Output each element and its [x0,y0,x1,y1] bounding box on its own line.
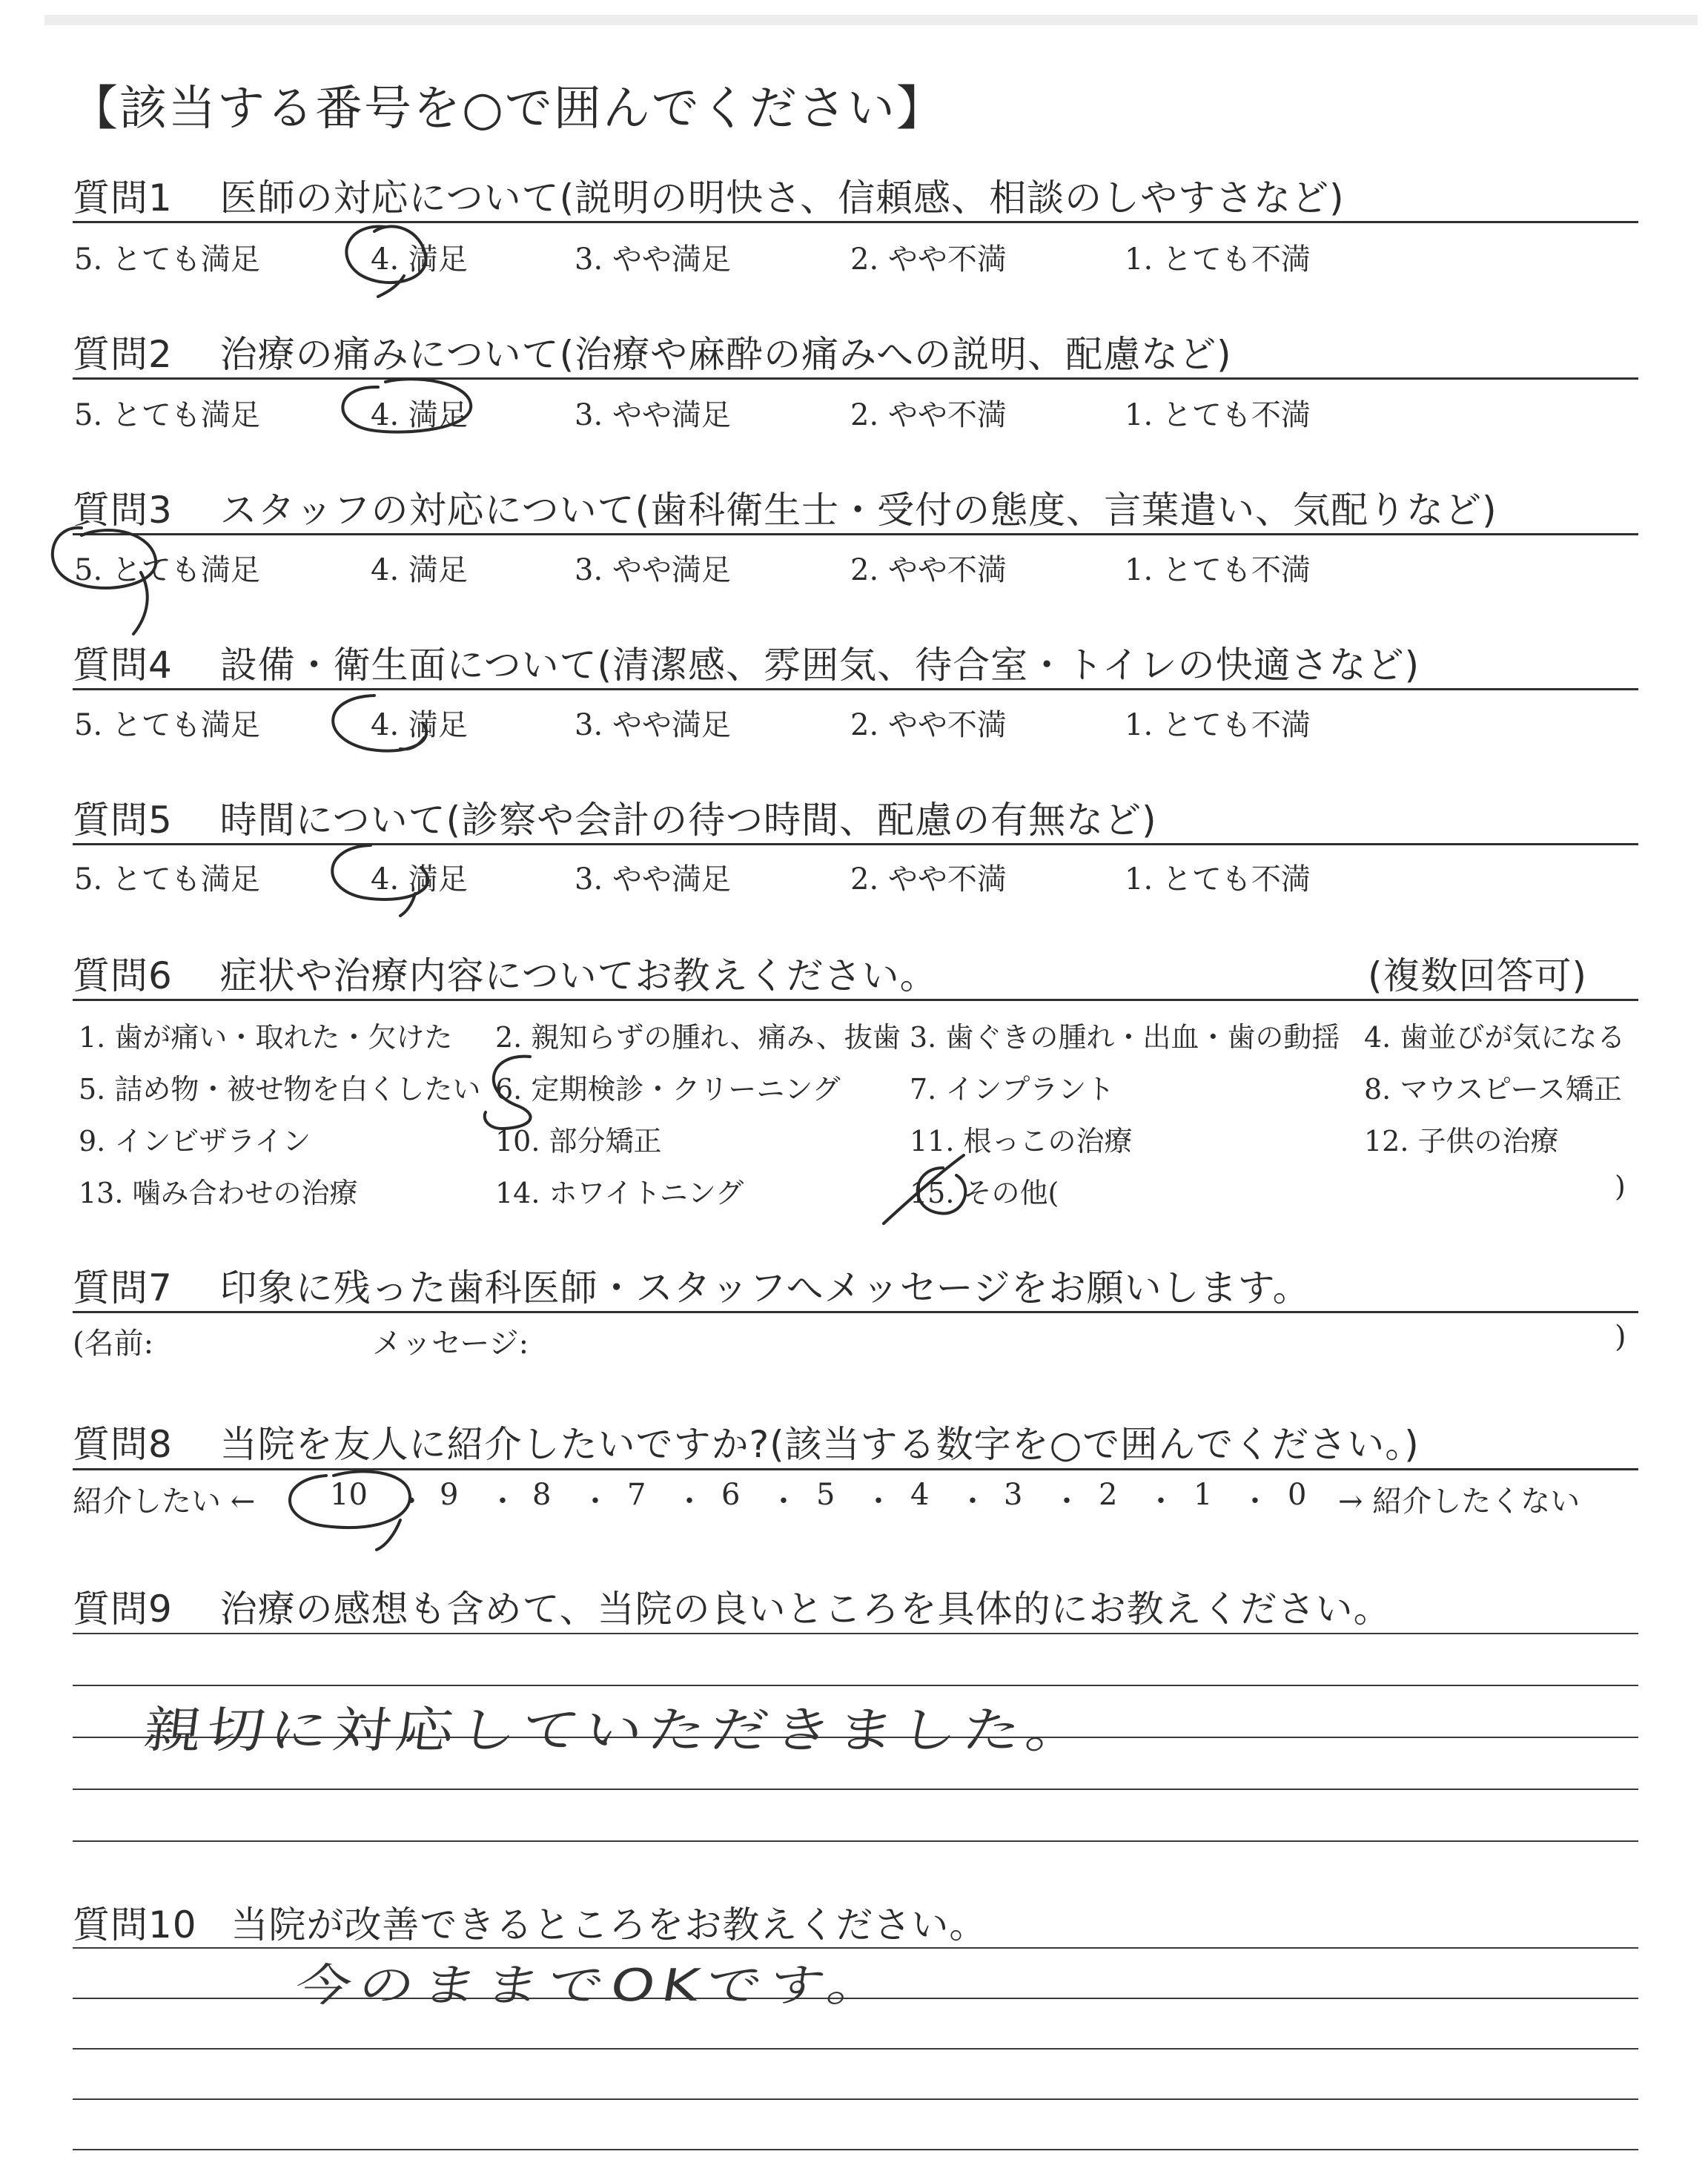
scale-separator: ・ [958,1484,987,1519]
answer-line [73,2149,1638,2150]
question-text: 当院を友人に紹介したいですか?(該当する数字を○で囲んでください。) [219,1423,1420,1466]
rating-option-4[interactable]: 4. 満足 [371,242,468,277]
question-rule [73,1468,1638,1470]
rating-option-2[interactable]: 2. やや不満 [850,862,1007,896]
question-rule [73,843,1638,845]
rating-option-5[interactable]: 5. とても満足 [74,553,260,587]
rating-option-1[interactable]: 1. とても不満 [1125,862,1311,896]
question-rule [73,688,1638,690]
form-title: 【該当する番号を○で囲んでください】 [70,82,945,136]
question-rule [73,1311,1638,1313]
question-text: スタッフの対応について(歯科衛生士・受付の態度、言葉遣い、気配りなど) [219,489,1497,532]
rating-option-1[interactable]: 1. とても不満 [1125,708,1311,742]
scale-value-1[interactable]: 1 [1194,1478,1213,1512]
question-rule [73,221,1638,223]
option-5[interactable]: 5. 詰め物・被せ物を白くしたい [79,1073,481,1106]
question-number: 質問2 [73,333,173,376]
question-number: 質問7 [73,1266,173,1309]
answer-line [73,1789,1638,1790]
rating-option-5[interactable]: 5. とても満足 [74,862,260,896]
question-number: 質問4 [73,644,173,687]
question-number: 質問9 [73,1588,173,1631]
option-4[interactable]: 4. 歯並びが気になる [1364,1021,1626,1054]
scale-value-10[interactable]: 10 [330,1478,368,1512]
option-1[interactable]: 1. 歯が痛い・取れた・欠けた [79,1021,453,1054]
scale-separator: ・ [1240,1484,1270,1519]
rating-option-2[interactable]: 2. やや不満 [850,708,1007,742]
multiple-answer-note: (複数回答可) [1368,954,1588,997]
scale-separator: ・ [769,1484,798,1519]
option-13[interactable]: 13. 噛み合わせの治療 [79,1177,358,1209]
recommend-left-label: 紹介したい ← [73,1484,256,1519]
answer-line [73,1633,1638,1634]
q9-handwritten-answer: 親切に対応していただきました。 [140,1702,1093,1759]
scale-separator: ・ [1146,1484,1176,1519]
rating-option-4[interactable]: 4. 満足 [371,708,468,742]
rating-option-1[interactable]: 1. とても不満 [1125,242,1311,277]
rating-option-5[interactable]: 5. とても満足 [74,242,260,277]
option-10[interactable]: 10. 部分矯正 [495,1125,662,1157]
rating-option-3[interactable]: 3. やや満足 [575,242,731,277]
message-close-paren: ) [1615,1320,1626,1354]
scale-value-5[interactable]: 5 [816,1478,835,1512]
question-text: 印象に残った歯科医師・スタッフへメッセージをお願いします。 [219,1266,1311,1309]
option-8[interactable]: 8. マウスピース矯正 [1364,1073,1622,1106]
name-label: (名前: [73,1327,154,1361]
scale-separator: ・ [864,1484,893,1519]
answer-line [73,2098,1638,2100]
option-9[interactable]: 9. インビザライン [79,1125,311,1157]
option-12[interactable]: 12. 子供の治療 [1364,1125,1559,1157]
question-text: 時間について(診察や会計の待つ時間、配慮の有無など) [219,799,1157,842]
scale-value-8[interactable]: 8 [532,1478,552,1512]
option-2[interactable]: 2. 親知らずの腫れ、痛み、抜歯 [495,1021,901,1054]
question-text: 症状や治療内容についてお教えください。 [219,954,938,997]
answer-line [73,1947,1638,1949]
answer-line [73,1840,1638,1842]
q10-handwritten-answer: 今のままでOKです。 [291,1960,896,2012]
rating-option-3[interactable]: 3. やや満足 [575,398,731,432]
rating-option-4[interactable]: 4. 満足 [371,398,468,432]
scale-separator: ・ [675,1484,704,1519]
question-number: 質問1 [73,176,173,219]
question-number: 質問5 [73,799,173,842]
scale-value-7[interactable]: 7 [627,1478,646,1512]
rating-option-4[interactable]: 4. 満足 [371,862,468,896]
question-number: 質問6 [73,954,173,997]
rating-option-1[interactable]: 1. とても不満 [1125,553,1311,587]
question-rule [73,533,1638,535]
rating-option-2[interactable]: 2. やや不満 [850,242,1007,277]
question-number: 質問3 [73,489,173,532]
option-3[interactable]: 3. 歯ぐきの腫れ・出血・歯の動揺 [910,1021,1340,1054]
rating-option-5[interactable]: 5. とても満足 [74,708,260,742]
scale-value-6[interactable]: 6 [721,1478,741,1512]
scale-value-9[interactable]: 9 [440,1478,459,1512]
rating-option-2[interactable]: 2. やや不満 [850,553,1007,587]
recommend-right-label: → 紹介したくない [1338,1484,1580,1519]
scale-value-0[interactable]: 0 [1288,1478,1307,1512]
question-rule [73,377,1638,380]
option-6[interactable]: 6. 定期検診・クリーニング [495,1073,841,1106]
message-label: メッセージ: [372,1327,529,1361]
question-text: 治療の痛みについて(治療や麻酔の痛みへの説明、配慮など) [219,333,1232,376]
rating-option-3[interactable]: 3. やや満足 [575,862,731,896]
rating-option-4[interactable]: 4. 満足 [371,553,468,587]
question-text: 設備・衛生面について(清潔感、雰囲気、待合室・トイレの快適さなど) [219,644,1420,687]
option-15[interactable]: 15. その他( [910,1177,1059,1209]
scale-separator: ・ [1052,1484,1082,1519]
question-number: 質問10 [73,1903,197,1946]
question-number: 質問8 [73,1423,173,1466]
option-7[interactable]: 7. インプラント [910,1073,1115,1106]
scan-top-edge [44,15,1698,25]
question-text: 当院が改善できるところをお教えください。 [231,1903,987,1946]
scale-value-4[interactable]: 4 [910,1478,930,1512]
rating-option-2[interactable]: 2. やや不満 [850,398,1007,432]
scale-value-2[interactable]: 2 [1099,1478,1118,1512]
option-14[interactable]: 14. ホワイトニング [495,1177,744,1209]
rating-option-1[interactable]: 1. とても不満 [1125,398,1311,432]
question-text: 医師の対応について(説明の明快さ、信頼感、相談のしやすさなど) [219,176,1345,219]
scale-separator: ・ [397,1484,426,1519]
rating-option-3[interactable]: 3. やや満足 [575,553,731,587]
option-15-close-paren: ) [1615,1170,1626,1203]
rating-option-5[interactable]: 5. とても満足 [74,398,260,432]
answer-line [73,1685,1638,1686]
option-11[interactable]: 11. 根っこの治療 [910,1125,1133,1157]
scale-separator: ・ [488,1484,517,1519]
rating-option-3[interactable]: 3. やや満足 [575,708,731,742]
scale-separator: ・ [580,1484,610,1519]
question-text: 治療の感想も含めて、当院の良いところを具体的にお教えください。 [219,1588,1391,1631]
question-rule [73,999,1638,1001]
scale-value-3[interactable]: 3 [1004,1478,1023,1512]
answer-line [73,2048,1638,2050]
